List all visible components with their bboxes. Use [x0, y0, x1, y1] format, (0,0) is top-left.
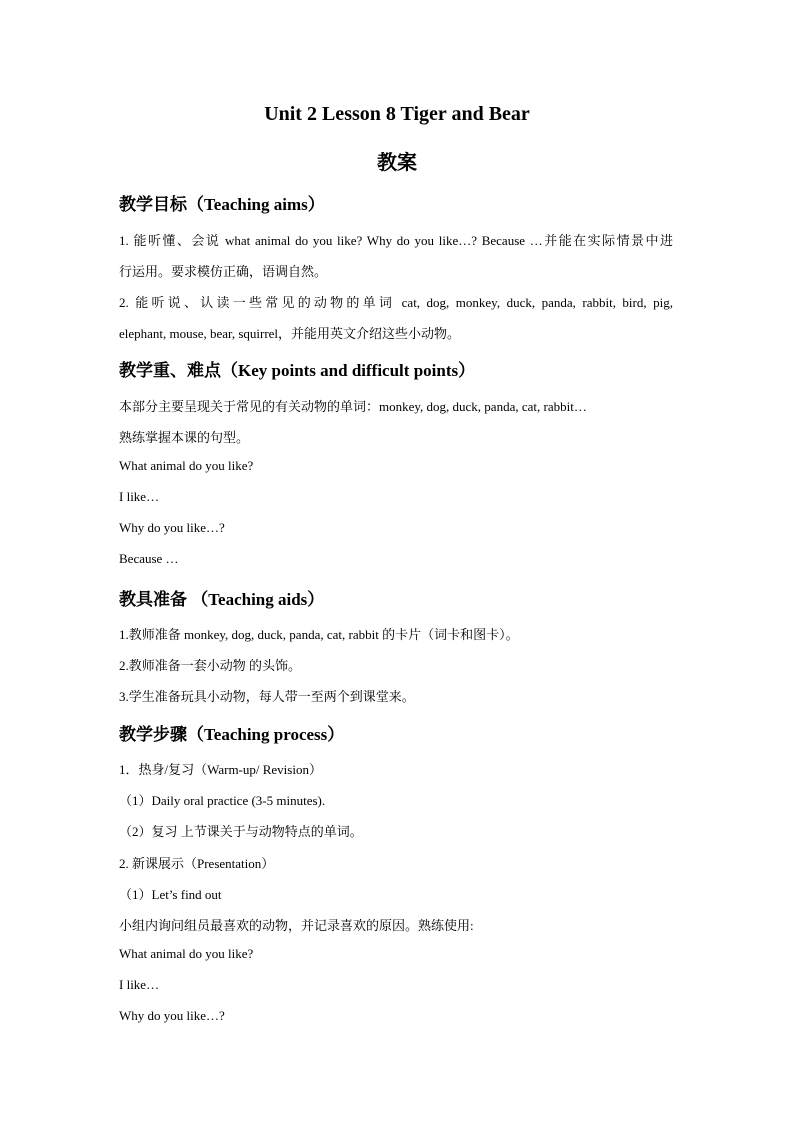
key-points-line: 熟练掌握本课的句型。 — [119, 430, 250, 445]
aims-line: 2. 能听说、认读一些常见的动物的单词 cat, dog, monkey, duck, panda, rabbit, bird, pig, — [119, 295, 673, 310]
process-line: 小组内询问组员最喜欢的动物，并记录喜欢的原因。熟练使用: — [119, 918, 474, 933]
process-line: （1）Daily oral practice (3-5 minutes). — [119, 793, 326, 808]
key-points-line: Because … — [119, 551, 179, 566]
document-subtitle: 教案 — [377, 152, 417, 174]
section-heading-aids: 教具准备 （Teaching aids） — [119, 590, 325, 609]
aids-line: 2.教师准备一套小动物 的头饰。 — [119, 658, 302, 673]
section-heading-process: 教学步骤（Teaching process） — [119, 725, 345, 744]
process-line: 2. 新课展示（Presentation） — [119, 856, 275, 871]
aims-line: 行运用。要求模仿正确，语调自然。 — [119, 264, 328, 279]
key-points-line: 本部分主要呈现关于常见的有关动物的单词：monkey, dog, duck, panda, cat, rabbit… — [119, 399, 587, 414]
aids-line: 1.教师准备 monkey, dog, duck, panda, cat, rabbit 的卡片（词卡和图卡）。 — [119, 627, 519, 642]
process-line: I like… — [119, 977, 160, 992]
aims-line: elephant, mouse, bear, squirrel，并能用英文介绍这些小动物。 — [119, 326, 461, 341]
aims-line: 1. 能听懂、会说 what animal do you like? Why do you like…? Because …并能在实际情景中进 — [119, 233, 673, 248]
process-line: Why do you like…? — [119, 1008, 225, 1023]
key-points-line: I like… — [119, 489, 160, 504]
key-points-line: Why do you like…? — [119, 520, 225, 535]
section-heading-aims: 教学目标（Teaching aims） — [119, 195, 325, 214]
process-line: （1）Let’s find out — [119, 887, 222, 902]
process-line: 1．热身/复习（Warm-up/ Revision） — [119, 762, 322, 777]
document-title: Unit 2 Lesson 8 Tiger and Bear — [264, 103, 530, 125]
key-points-line: What animal do you like? — [119, 458, 254, 473]
process-line: （2）复习 上节课关于与动物特点的单词。 — [119, 824, 363, 839]
process-line: What animal do you like? — [119, 946, 254, 961]
aids-line: 3.学生准备玩具小动物，每人带一至两个到课堂来。 — [119, 689, 415, 704]
section-heading-key-points: 教学重、难点（Key points and difficult points） — [119, 361, 476, 380]
